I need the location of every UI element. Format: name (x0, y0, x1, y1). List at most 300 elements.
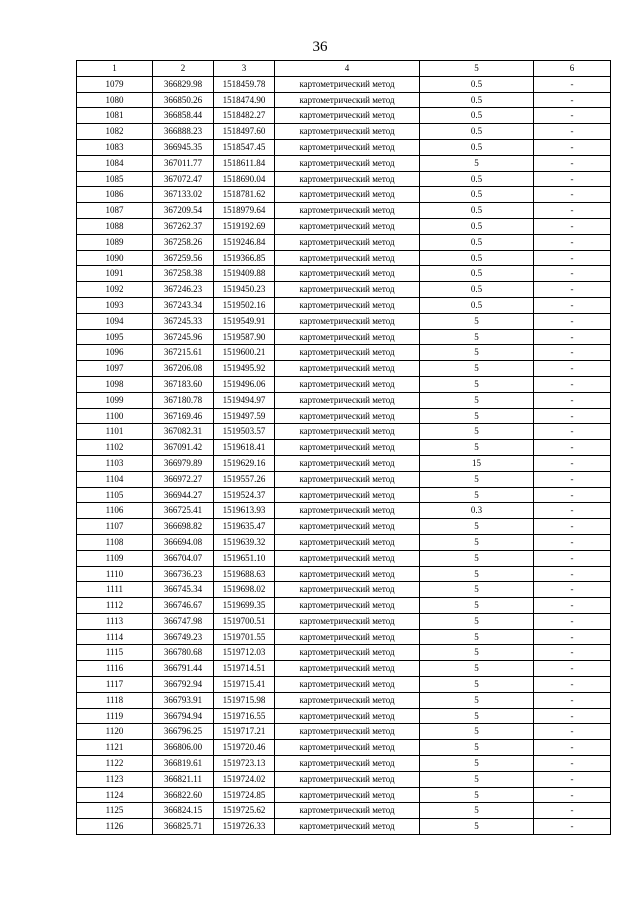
y-coordinate-cell: 1519715.98 (214, 692, 275, 708)
y-coordinate-cell: 1519688.63 (214, 566, 275, 582)
point-number-cell: 1102 (77, 440, 153, 456)
accuracy-cell: 5 (420, 345, 534, 361)
point-number-cell: 1121 (77, 740, 153, 756)
accuracy-cell: 0.5 (420, 203, 534, 219)
x-coordinate-cell: 366972.27 (153, 471, 214, 487)
note-cell: - (534, 361, 611, 377)
y-coordinate-cell: 1518497.60 (214, 124, 275, 140)
y-coordinate-cell: 1518611.84 (214, 155, 275, 171)
note-cell: - (534, 692, 611, 708)
table-row (77, 550, 611, 566)
note-cell: - (534, 203, 611, 219)
y-coordinate-cell: 1519635.47 (214, 519, 275, 535)
method-cell: картометрический метод (275, 155, 420, 171)
point-number-cell: 1094 (77, 313, 153, 329)
point-number-cell: 1087 (77, 203, 153, 219)
note-cell: - (534, 756, 611, 772)
method-cell: картометрический метод (275, 756, 420, 772)
point-number-cell: 1100 (77, 408, 153, 424)
x-coordinate-cell: 366745.34 (153, 582, 214, 598)
note-cell: - (534, 266, 611, 282)
accuracy-cell: 5 (420, 692, 534, 708)
x-coordinate-cell: 367209.54 (153, 203, 214, 219)
note-cell: - (534, 187, 611, 203)
accuracy-cell: 0.3 (420, 503, 534, 519)
point-number-cell: 1117 (77, 677, 153, 693)
note-cell: - (534, 250, 611, 266)
method-cell: картометрический метод (275, 124, 420, 140)
accuracy-cell: 0.5 (420, 92, 534, 108)
point-number-cell: 1090 (77, 250, 153, 266)
y-coordinate-cell: 1519724.85 (214, 787, 275, 803)
x-coordinate-cell: 367246.23 (153, 282, 214, 298)
x-coordinate-cell: 366888.23 (153, 124, 214, 140)
x-coordinate-cell: 366822.60 (153, 787, 214, 803)
method-cell: картометрический метод (275, 487, 420, 503)
y-coordinate-cell: 1519600.21 (214, 345, 275, 361)
point-number-cell: 1106 (77, 503, 153, 519)
note-cell: - (534, 455, 611, 471)
accuracy-cell: 5 (420, 487, 534, 503)
x-coordinate-cell: 366749.23 (153, 629, 214, 645)
table-row (77, 234, 611, 250)
accuracy-cell: 5 (420, 645, 534, 661)
accuracy-cell: 5 (420, 740, 534, 756)
x-coordinate-cell: 366824.15 (153, 803, 214, 819)
y-coordinate-cell: 1519503.57 (214, 424, 275, 440)
note-cell: - (534, 408, 611, 424)
method-cell: картометрический метод (275, 519, 420, 535)
y-coordinate-cell: 1519639.32 (214, 534, 275, 550)
method-cell: картометрический метод (275, 187, 420, 203)
method-cell: картометрический метод (275, 598, 420, 614)
column-header: 2 (153, 61, 214, 77)
column-header: 4 (275, 61, 420, 77)
note-cell: - (534, 582, 611, 598)
y-coordinate-cell: 1519714.51 (214, 661, 275, 677)
x-coordinate-cell: 366725.41 (153, 503, 214, 519)
note-cell: - (534, 566, 611, 582)
table-row (77, 724, 611, 740)
method-cell: картометрический метод (275, 787, 420, 803)
x-coordinate-cell: 367215.61 (153, 345, 214, 361)
note-cell: - (534, 76, 611, 92)
table-row (77, 361, 611, 377)
x-coordinate-cell: 366819.61 (153, 756, 214, 772)
point-number-cell: 1084 (77, 155, 153, 171)
note-cell: - (534, 819, 611, 835)
accuracy-cell: 0.5 (420, 76, 534, 92)
x-coordinate-cell: 366825.71 (153, 819, 214, 835)
note-cell: - (534, 345, 611, 361)
method-cell: картометрический метод (275, 771, 420, 787)
point-number-cell: 1095 (77, 329, 153, 345)
method-cell: картометрический метод (275, 266, 420, 282)
accuracy-cell: 5 (420, 408, 534, 424)
point-number-cell: 1092 (77, 282, 153, 298)
x-coordinate-cell: 366858.44 (153, 108, 214, 124)
method-cell: картометрический метод (275, 550, 420, 566)
method-cell: картометрический метод (275, 724, 420, 740)
table-row (77, 740, 611, 756)
note-cell: - (534, 139, 611, 155)
point-number-cell: 1088 (77, 218, 153, 234)
table-row (77, 582, 611, 598)
note-cell: - (534, 740, 611, 756)
y-coordinate-cell: 1519496.06 (214, 376, 275, 392)
accuracy-cell: 0.5 (420, 171, 534, 187)
point-number-cell: 1119 (77, 708, 153, 724)
table-row (77, 392, 611, 408)
y-coordinate-cell: 1519701.55 (214, 629, 275, 645)
x-coordinate-cell: 366792.94 (153, 677, 214, 693)
accuracy-cell: 5 (420, 629, 534, 645)
table-row (77, 313, 611, 329)
point-number-cell: 1122 (77, 756, 153, 772)
method-cell: картометрический метод (275, 218, 420, 234)
table-row (77, 645, 611, 661)
point-number-cell: 1126 (77, 819, 153, 835)
note-cell: - (534, 440, 611, 456)
method-cell: картометрический метод (275, 424, 420, 440)
table-row (77, 266, 611, 282)
note-cell: - (534, 124, 611, 140)
table-row (77, 376, 611, 392)
method-cell: картометрический метод (275, 297, 420, 313)
x-coordinate-cell: 367169.46 (153, 408, 214, 424)
accuracy-cell: 5 (420, 313, 534, 329)
method-cell: картометрический метод (275, 613, 420, 629)
x-coordinate-cell: 366746.67 (153, 598, 214, 614)
note-cell: - (534, 155, 611, 171)
point-number-cell: 1101 (77, 424, 153, 440)
note-cell: - (534, 487, 611, 503)
method-cell: картометрический метод (275, 203, 420, 219)
note-cell: - (534, 787, 611, 803)
table-row (77, 139, 611, 155)
point-number-cell: 1080 (77, 92, 153, 108)
y-coordinate-cell: 1519717.21 (214, 724, 275, 740)
x-coordinate-cell: 366780.68 (153, 645, 214, 661)
method-cell: картометрический метод (275, 76, 420, 92)
x-coordinate-cell: 367011.77 (153, 155, 214, 171)
accuracy-cell: 0.5 (420, 139, 534, 155)
table-row (77, 629, 611, 645)
accuracy-cell: 5 (420, 582, 534, 598)
x-coordinate-cell: 367243.34 (153, 297, 214, 313)
note-cell: - (534, 550, 611, 566)
x-coordinate-cell: 366821.11 (153, 771, 214, 787)
note-cell: - (534, 92, 611, 108)
x-coordinate-cell: 367133.02 (153, 187, 214, 203)
point-number-cell: 1123 (77, 771, 153, 787)
y-coordinate-cell: 1519587.90 (214, 329, 275, 345)
note-cell: - (534, 503, 611, 519)
y-coordinate-cell: 1519725.62 (214, 803, 275, 819)
y-coordinate-cell: 1519720.46 (214, 740, 275, 756)
y-coordinate-cell: 1518482.27 (214, 108, 275, 124)
method-cell: картометрический метод (275, 677, 420, 693)
point-number-cell: 1089 (77, 234, 153, 250)
y-coordinate-cell: 1519629.16 (214, 455, 275, 471)
x-coordinate-cell: 367183.60 (153, 376, 214, 392)
accuracy-cell: 0.5 (420, 250, 534, 266)
table-row (77, 566, 611, 582)
column-header: 6 (534, 61, 611, 77)
page-number: 36 (312, 39, 328, 55)
x-coordinate-cell: 366945.35 (153, 139, 214, 155)
note-cell: - (534, 329, 611, 345)
note-cell: - (534, 724, 611, 740)
accuracy-cell: 5 (420, 613, 534, 629)
note-cell: - (534, 771, 611, 787)
method-cell: картометрический метод (275, 629, 420, 645)
x-coordinate-cell: 367245.96 (153, 329, 214, 345)
method-cell: картометрический метод (275, 92, 420, 108)
x-coordinate-cell: 366979.89 (153, 455, 214, 471)
x-coordinate-cell: 367258.38 (153, 266, 214, 282)
y-coordinate-cell: 1519618.41 (214, 440, 275, 456)
method-cell: картометрический метод (275, 376, 420, 392)
point-number-cell: 1091 (77, 266, 153, 282)
x-coordinate-cell: 366944.27 (153, 487, 214, 503)
y-coordinate-cell: 1519549.91 (214, 313, 275, 329)
note-cell: - (534, 645, 611, 661)
point-number-cell: 1120 (77, 724, 153, 740)
note-cell: - (534, 613, 611, 629)
point-number-cell: 1124 (77, 787, 153, 803)
table-row (77, 819, 611, 835)
column-header: 3 (214, 61, 275, 77)
point-number-cell: 1108 (77, 534, 153, 550)
table-row (77, 661, 611, 677)
method-cell: картометрический метод (275, 171, 420, 187)
x-coordinate-cell: 367072.47 (153, 171, 214, 187)
note-cell: - (534, 282, 611, 298)
x-coordinate-cell: 366736.23 (153, 566, 214, 582)
note-cell: - (534, 677, 611, 693)
y-coordinate-cell: 1519524.37 (214, 487, 275, 503)
method-cell: картометрический метод (275, 455, 420, 471)
note-cell: - (534, 803, 611, 819)
accuracy-cell: 0.5 (420, 108, 534, 124)
accuracy-cell: 5 (420, 424, 534, 440)
note-cell: - (534, 171, 611, 187)
y-coordinate-cell: 1518979.64 (214, 203, 275, 219)
note-cell: - (534, 471, 611, 487)
x-coordinate-cell: 367082.31 (153, 424, 214, 440)
table-row (77, 534, 611, 550)
table-row (77, 771, 611, 787)
y-coordinate-cell: 1518547.45 (214, 139, 275, 155)
accuracy-cell: 5 (420, 803, 534, 819)
method-cell: картометрический метод (275, 692, 420, 708)
accuracy-cell: 5 (420, 566, 534, 582)
method-cell: картометрический метод (275, 582, 420, 598)
point-number-cell: 1093 (77, 297, 153, 313)
point-number-cell: 1112 (77, 598, 153, 614)
method-cell: картометрический метод (275, 740, 420, 756)
x-coordinate-cell: 366747.98 (153, 613, 214, 629)
accuracy-cell: 5 (420, 392, 534, 408)
table-row (77, 155, 611, 171)
accuracy-cell: 0.5 (420, 187, 534, 203)
table-row (77, 677, 611, 693)
point-number-cell: 1099 (77, 392, 153, 408)
point-number-cell: 1105 (77, 487, 153, 503)
point-number-cell: 1116 (77, 661, 153, 677)
table-row (77, 756, 611, 772)
accuracy-cell: 5 (420, 155, 534, 171)
note-cell: - (534, 218, 611, 234)
method-cell: картометрический метод (275, 345, 420, 361)
point-number-cell: 1109 (77, 550, 153, 566)
note-cell: - (534, 708, 611, 724)
point-number-cell: 1125 (77, 803, 153, 819)
x-coordinate-cell: 366704.07 (153, 550, 214, 566)
accuracy-cell: 5 (420, 677, 534, 693)
y-coordinate-cell: 1519698.02 (214, 582, 275, 598)
table-row (77, 203, 611, 219)
table-row (77, 218, 611, 234)
x-coordinate-cell: 366793.91 (153, 692, 214, 708)
y-coordinate-cell: 1519613.93 (214, 503, 275, 519)
method-cell: картометрический метод (275, 392, 420, 408)
point-number-cell: 1079 (77, 76, 153, 92)
accuracy-cell: 5 (420, 440, 534, 456)
accuracy-cell: 0.5 (420, 124, 534, 140)
accuracy-cell: 5 (420, 661, 534, 677)
accuracy-cell: 5 (420, 771, 534, 787)
point-number-cell: 1111 (77, 582, 153, 598)
point-number-cell: 1118 (77, 692, 153, 708)
method-cell: картометрический метод (275, 534, 420, 550)
y-coordinate-cell: 1518459.78 (214, 76, 275, 92)
point-number-cell: 1115 (77, 645, 153, 661)
accuracy-cell: 5 (420, 329, 534, 345)
note-cell: - (534, 661, 611, 677)
y-coordinate-cell: 1519502.16 (214, 297, 275, 313)
point-number-cell: 1113 (77, 613, 153, 629)
method-cell: картометрический метод (275, 408, 420, 424)
y-coordinate-cell: 1519651.10 (214, 550, 275, 566)
point-number-cell: 1097 (77, 361, 153, 377)
y-coordinate-cell: 1519726.33 (214, 819, 275, 835)
note-cell: - (534, 629, 611, 645)
y-coordinate-cell: 1519716.55 (214, 708, 275, 724)
table-row (77, 787, 611, 803)
point-number-cell: 1083 (77, 139, 153, 155)
accuracy-cell: 5 (420, 376, 534, 392)
table-row (77, 692, 611, 708)
table-row (77, 282, 611, 298)
y-coordinate-cell: 1519497.59 (214, 408, 275, 424)
accuracy-cell: 0.5 (420, 266, 534, 282)
accuracy-cell: 5 (420, 724, 534, 740)
x-coordinate-cell: 366806.00 (153, 740, 214, 756)
table-row (77, 613, 611, 629)
note-cell: - (534, 376, 611, 392)
accuracy-cell: 5 (420, 756, 534, 772)
y-coordinate-cell: 1519699.35 (214, 598, 275, 614)
table-row (77, 708, 611, 724)
x-coordinate-cell: 366694.08 (153, 534, 214, 550)
method-cell: картометрический метод (275, 139, 420, 155)
y-coordinate-cell: 1519494.97 (214, 392, 275, 408)
note-cell: - (534, 392, 611, 408)
table-row (77, 424, 611, 440)
table-row (77, 471, 611, 487)
coordinates-table (76, 60, 611, 835)
column-header: 5 (420, 61, 534, 77)
point-number-cell: 1107 (77, 519, 153, 535)
method-cell: картометрический метод (275, 282, 420, 298)
x-coordinate-cell: 367206.08 (153, 361, 214, 377)
method-cell: картометрический метод (275, 645, 420, 661)
y-coordinate-cell: 1518781.62 (214, 187, 275, 203)
header-row (77, 61, 611, 77)
y-coordinate-cell: 1519450.23 (214, 282, 275, 298)
table-row (77, 455, 611, 471)
x-coordinate-cell: 366794.94 (153, 708, 214, 724)
note-cell: - (534, 313, 611, 329)
y-coordinate-cell: 1519712.03 (214, 645, 275, 661)
table-row (77, 250, 611, 266)
table-row (77, 519, 611, 535)
point-number-cell: 1081 (77, 108, 153, 124)
y-coordinate-cell: 1519724.02 (214, 771, 275, 787)
table-row (77, 108, 611, 124)
point-number-cell: 1096 (77, 345, 153, 361)
note-cell: - (534, 297, 611, 313)
accuracy-cell: 5 (420, 534, 534, 550)
x-coordinate-cell: 367258.26 (153, 234, 214, 250)
accuracy-cell: 5 (420, 361, 534, 377)
column-header: 1 (77, 61, 153, 77)
y-coordinate-cell: 1519246.84 (214, 234, 275, 250)
table-row (77, 487, 611, 503)
method-cell: картометрический метод (275, 361, 420, 377)
x-coordinate-cell: 367262.37 (153, 218, 214, 234)
method-cell: картометрический метод (275, 708, 420, 724)
method-cell: картометрический метод (275, 803, 420, 819)
y-coordinate-cell: 1519495.92 (214, 361, 275, 377)
method-cell: картометрический метод (275, 471, 420, 487)
note-cell: - (534, 108, 611, 124)
x-coordinate-cell: 366829.98 (153, 76, 214, 92)
x-coordinate-cell: 367245.33 (153, 313, 214, 329)
y-coordinate-cell: 1519409.88 (214, 266, 275, 282)
table-row (77, 440, 611, 456)
method-cell: картометрический метод (275, 250, 420, 266)
note-cell: - (534, 424, 611, 440)
table-row (77, 124, 611, 140)
y-coordinate-cell: 1519700.51 (214, 613, 275, 629)
note-cell: - (534, 519, 611, 535)
accuracy-cell: 0.5 (420, 218, 534, 234)
accuracy-cell: 5 (420, 550, 534, 566)
method-cell: картометрический метод (275, 329, 420, 345)
accuracy-cell: 5 (420, 708, 534, 724)
note-cell: - (534, 234, 611, 250)
accuracy-cell: 5 (420, 471, 534, 487)
method-cell: картометрический метод (275, 234, 420, 250)
note-cell: - (534, 534, 611, 550)
table-row (77, 329, 611, 345)
table-row (77, 171, 611, 187)
accuracy-cell: 5 (420, 819, 534, 835)
point-number-cell: 1103 (77, 455, 153, 471)
